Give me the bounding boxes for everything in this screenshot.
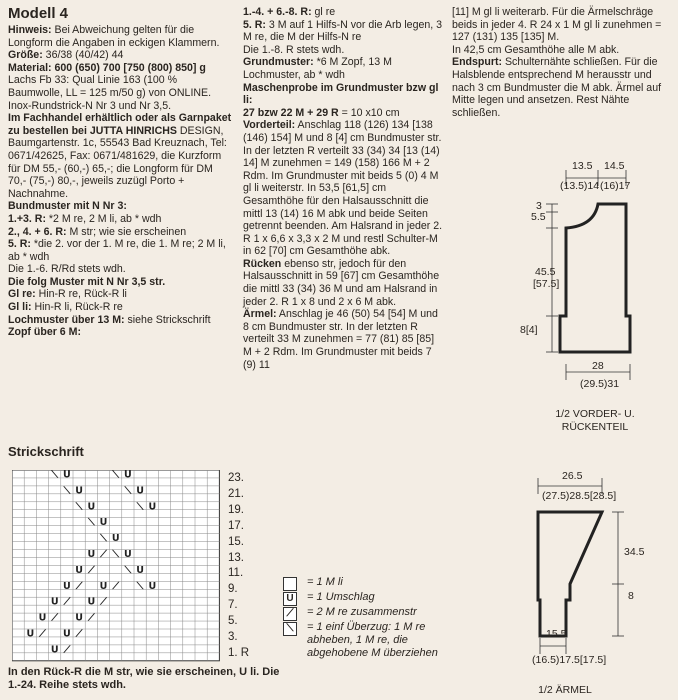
k2tog-symbol-icon: ⟋ — [283, 607, 297, 621]
skp-mark: ⟍ — [87, 517, 95, 529]
material-text: Lachs Fb 33: Qual Linie 163 (100 % Baumwolle, LL = 125 m/50 g) von ONLINE. Inox-Rundstrick-N Nr 3 und Nr 3,5. — [8, 74, 212, 112]
yarnover-mark: U — [136, 564, 144, 576]
row-number-label: 11. — [228, 567, 244, 580]
legend-item-purl — [283, 576, 457, 589]
front-top1-label: 13.5 — [572, 160, 593, 172]
sleeve-height-label: 34.5 — [624, 546, 645, 558]
k2tog-mark: ⟋ — [63, 596, 71, 608]
yarnover-mark: U — [63, 628, 71, 640]
yarnover-mark: U — [124, 548, 132, 560]
sleeve-rib-label: 8 — [628, 590, 634, 602]
grundmuster-label: Grundmuster: — [243, 56, 314, 69]
groesse-text: 36/38 (40/42) 44 — [42, 49, 124, 62]
row-number-label: 23. — [228, 472, 244, 484]
row-number-label: 3. — [228, 631, 238, 643]
skp-mark: ⟍ — [100, 533, 107, 545]
purl-symbol-icon — [283, 577, 297, 591]
k2tog-mark: ⟋ — [75, 628, 83, 640]
zopf-row-1-text: gl re — [311, 6, 336, 18]
aermel-text: Anschlag je 46 (50) 54 [54] M und 8 cm Bundmuster str. In der letzten R verteilt 33 M zunehmen = 77 (81) 85 [85] M + 2 Rdm. Im Grundmuster mit beids 7 (9) 11 — [243, 308, 438, 371]
lochmuster-label: Lochmuster über 13 M: — [8, 313, 125, 326]
front-neck2-label: 5.5 — [531, 211, 546, 223]
yarnover-mark: U — [50, 644, 59, 656]
yarnover-mark: U — [63, 470, 71, 481]
legend-skp-text: = 1 einf Überzug: 1 M re abheben, 1 M re, die abgehobene M überziehen — [307, 621, 438, 659]
hinweis-text: Bei Abweichung gelten für die Longform die Angaben in eckigen Klammern. — [8, 24, 220, 49]
k2tog-mark: ⟋ — [100, 548, 107, 560]
legend-yarnover-text: = 1 Umschlag — [307, 591, 375, 603]
front-body-outline — [560, 204, 630, 352]
grundmuster-text: *6 M Zopf, 13 M Lochmuster, ab * wdh — [243, 56, 392, 81]
maschenprobe-text: = 10 x10 cm — [338, 106, 400, 119]
zopf-row-1-label: 1.-4. + 6.-8. R: — [243, 6, 312, 18]
skp-mark: ⟍ — [112, 548, 120, 560]
front-rib-label: 8[4] — [520, 324, 538, 336]
yarnover-mark: U — [26, 628, 35, 640]
yarnover-mark: U — [38, 612, 47, 624]
legend-purl-text: = 1 M li — [307, 576, 343, 588]
bund-row-3-text: *die 2. vor der 1. M re, die 1. M re; 2 M li, ab * wdh — [8, 238, 226, 263]
glli-label: Gl li: — [8, 301, 32, 314]
yarnover-mark: U — [50, 596, 59, 608]
aermel-continued: [11] M gl li weiterarb. Für die Ärmelschräge beids in jeder 4. R 24 x 1 M gl li zunehmen = 127 (131) 135 [135] M. — [452, 6, 662, 44]
glre-label: Gl re: — [8, 288, 36, 301]
front-top2b-label: (16)17 — [600, 180, 631, 192]
groesse-label: Größe: — [8, 49, 43, 62]
k2tog-mark: ⟋ — [63, 644, 71, 656]
yarnover-mark: U — [87, 548, 96, 560]
sleeve-outline — [538, 512, 602, 636]
endspurt-label: Endspurt: — [452, 56, 503, 69]
yarnover-mark: U — [136, 485, 144, 497]
row-number-label: 7. — [228, 599, 238, 612]
maschenprobe-heading: Maschenprobe im Grundmuster bzw gl li: — [243, 81, 439, 107]
skp-mark: ⟍ — [124, 564, 132, 576]
legend — [283, 576, 457, 662]
aermel-abk: In 42,5 cm Gesamthöhe alle M abk. — [452, 43, 620, 56]
yarnover-mark: U — [148, 580, 157, 592]
bund-row-3-label: 5. R: — [8, 238, 31, 251]
front-top1b-label: (13.5)14 — [560, 180, 600, 192]
fachhandel-label: Im Fachhandel erhältlich oder als Garnpaket zu bestellen bei JUTTA HINRICHS — [8, 112, 232, 137]
fachhandel-text: DESIGN, Baumgartenstr. 1c, 55543 Bad Kreuznach, Tel: 0671/42625, Fax: 0671/481629, die Kurzform für DM 55,- (60,-) 65,-; die Longform für DM 70,- (75,-) 80,-, jeweils zuzügl Porto + Nachnahme. — [8, 124, 227, 200]
row-number-label: 1. R — [228, 646, 250, 659]
bund-row-2-label: 2., 4. + 6. R: — [8, 225, 67, 238]
aermel-label: Ärmel: — [243, 308, 277, 321]
yarnover-mark: U — [111, 533, 120, 545]
yarnover-mark: U — [124, 470, 132, 481]
zopf-row-5-label: 5. R: — [243, 18, 266, 31]
front-width2-label: (29.5)31 — [580, 378, 620, 390]
bund-row-2-text: M str; wie sie erscheinen — [66, 225, 187, 238]
bund-row-1-label: 1.+3. R: — [8, 212, 46, 225]
row-number-label: 19. — [228, 503, 244, 516]
knitting-chart — [12, 470, 224, 662]
sleeve-bottom1-label: 15.5 — [546, 628, 567, 640]
sleeve-bottom2-label: (16.5)17.5[17.5] — [532, 654, 607, 666]
chart-title: Strickschrift — [8, 444, 84, 459]
front-top2-label: 14.5 — [604, 160, 625, 172]
legend-item-skp — [283, 621, 457, 660]
skp-mark: ⟍ — [51, 470, 59, 481]
row-number-label: 15. — [228, 535, 244, 548]
legend-item-k2tog — [283, 606, 457, 619]
vorderteil-text: Anschlag 118 (126) 134 [138 (146) 154] M und 8 [4] cm Bundmuster str. In der letzten R verteilt 33 (34) 34 [13 (14) 14] M zunehmen = 149 (158) 166 M + 2 Rdm. Im Grundmuster mit beids 5 (0) 4 M gl li weiterstr. In 53,5 [61,5] cm Gesamthöhe für den Halsausschnitt die mittl 13 (14) 16 M abk und beide Seiten getrennt beenden. Am Halsrand in jeder 2. R 1 x 6,6 x 3,3 x 2 M und restl Schulter-M in 62 [70] cm Gesamthöhe abk. — [243, 119, 443, 258]
row-number-label: 13. — [228, 551, 244, 564]
skp-mark: ⟍ — [63, 485, 71, 497]
skp-mark: ⟍ — [112, 470, 120, 481]
legend-item-yarnover — [283, 591, 457, 604]
row-number-label: 9. — [228, 583, 238, 596]
skp-mark: ⟍ — [124, 485, 132, 497]
legend-k2tog-text: = 2 M re zusammenstr — [307, 606, 417, 618]
yarnover-symbol-icon: U — [283, 592, 297, 606]
skp-mark: ⟍ — [136, 580, 144, 592]
glre-text: Hin-R re, Rück-R li — [35, 288, 127, 301]
yarnover-mark: U — [99, 517, 108, 529]
bund-row-1-text: *2 M re, 2 M li, ab * wdh — [45, 212, 162, 225]
page-title: Modell 4 — [8, 5, 69, 22]
lochmuster-text: siehe Strickschrift — [124, 313, 211, 326]
front-height2-label: [57.5] — [533, 278, 560, 290]
front-caption-line1: 1/2 VORDER- U. — [555, 408, 635, 420]
yarnover-mark: U — [75, 485, 83, 497]
yarnover-mark: U — [148, 501, 157, 513]
row-number-label: 17. — [228, 519, 244, 532]
ruecken-label: Rücken — [243, 257, 282, 270]
front-height1-label: 45.5 — [535, 266, 556, 278]
sleeve-caption: 1/2 ÄRMEL — [538, 684, 592, 696]
vorderteil-label: Vorderteil: — [243, 119, 296, 132]
yarnover-mark: U — [63, 580, 71, 592]
zopf-repeat: Die 1.-8. R stets wdh. — [243, 43, 345, 56]
glli-text: Hin-R li, Rück-R re — [31, 301, 123, 314]
row-number-label: 21. — [228, 487, 244, 500]
row-number-label: 5. — [228, 615, 238, 628]
skp-mark: ⟍ — [75, 501, 83, 513]
k2tog-mark: ⟋ — [75, 580, 83, 592]
k2tog-mark: ⟋ — [100, 596, 107, 608]
sleeve-top1-label: 26.5 — [562, 470, 583, 482]
zopf-heading: Zopf über 6 M: — [8, 326, 81, 339]
k2tog-mark: ⟋ — [87, 612, 95, 624]
front-width1-label: 28 — [592, 360, 604, 372]
maschenprobe-label: 27 bzw 22 M + 29 R — [243, 106, 339, 119]
folg-muster-heading: Die folg Muster mit N Nr 3,5 str. — [8, 275, 166, 288]
front-neck1-label: 3 — [536, 200, 542, 212]
yarnover-mark: U — [99, 580, 108, 592]
k2tog-mark: ⟋ — [51, 612, 59, 624]
endspurt-text: Schulternähte schließen. Für die Halsblende entsprechend M herausstr und nach 3 cm Bundmuster die M abk. Ärmel auf Mitte legen und ansetzen. Rest Nähte schließen. — [452, 56, 662, 119]
sleeve-top2-label: (27.5)28.5[28.5] — [542, 490, 617, 502]
front-caption-line2: RÜCKENTEIL — [561, 421, 629, 433]
hinweis-label: Hinweis: — [8, 24, 52, 36]
chart-footer-note: In den Rück-R die M str, wie sie erscheinen, U li. Die 1.-24. Reihe stets wdh. — [8, 666, 280, 691]
yarnover-mark: U — [75, 564, 83, 576]
yarnover-mark: U — [87, 596, 96, 608]
material-label: Material: 600 (650) 700 [750 (800) 850] g — [8, 61, 206, 74]
skp-mark: ⟍ — [136, 501, 144, 513]
k2tog-mark: ⟋ — [87, 564, 95, 576]
bund-repeat: Die 1.-6. R/Rd stets wdh. — [8, 263, 126, 276]
ruecken-text: ebenso str, jedoch für den Halsausschnitt in 59 [67] cm Gesamthöhe die mittl 33 (34) 36 M und am Halsrand in jeder 2. R 1 x 8 und 2 x 6 M abk. — [243, 257, 440, 308]
skp-symbol-icon: ⟍ — [283, 622, 297, 636]
zopf-row-5-text: 3 M auf 1 Hilfs-N vor die Arb legen, 3 M re, die M der Hilfs-N re — [243, 18, 443, 44]
k2tog-mark: ⟋ — [112, 580, 120, 592]
bundmuster-heading: Bundmuster mit N Nr 3: — [8, 200, 127, 213]
yarnover-mark: U — [87, 501, 96, 513]
yarnover-mark: U — [75, 612, 83, 624]
front-caption — [520, 408, 670, 434]
k2tog-mark: ⟋ — [39, 628, 46, 640]
